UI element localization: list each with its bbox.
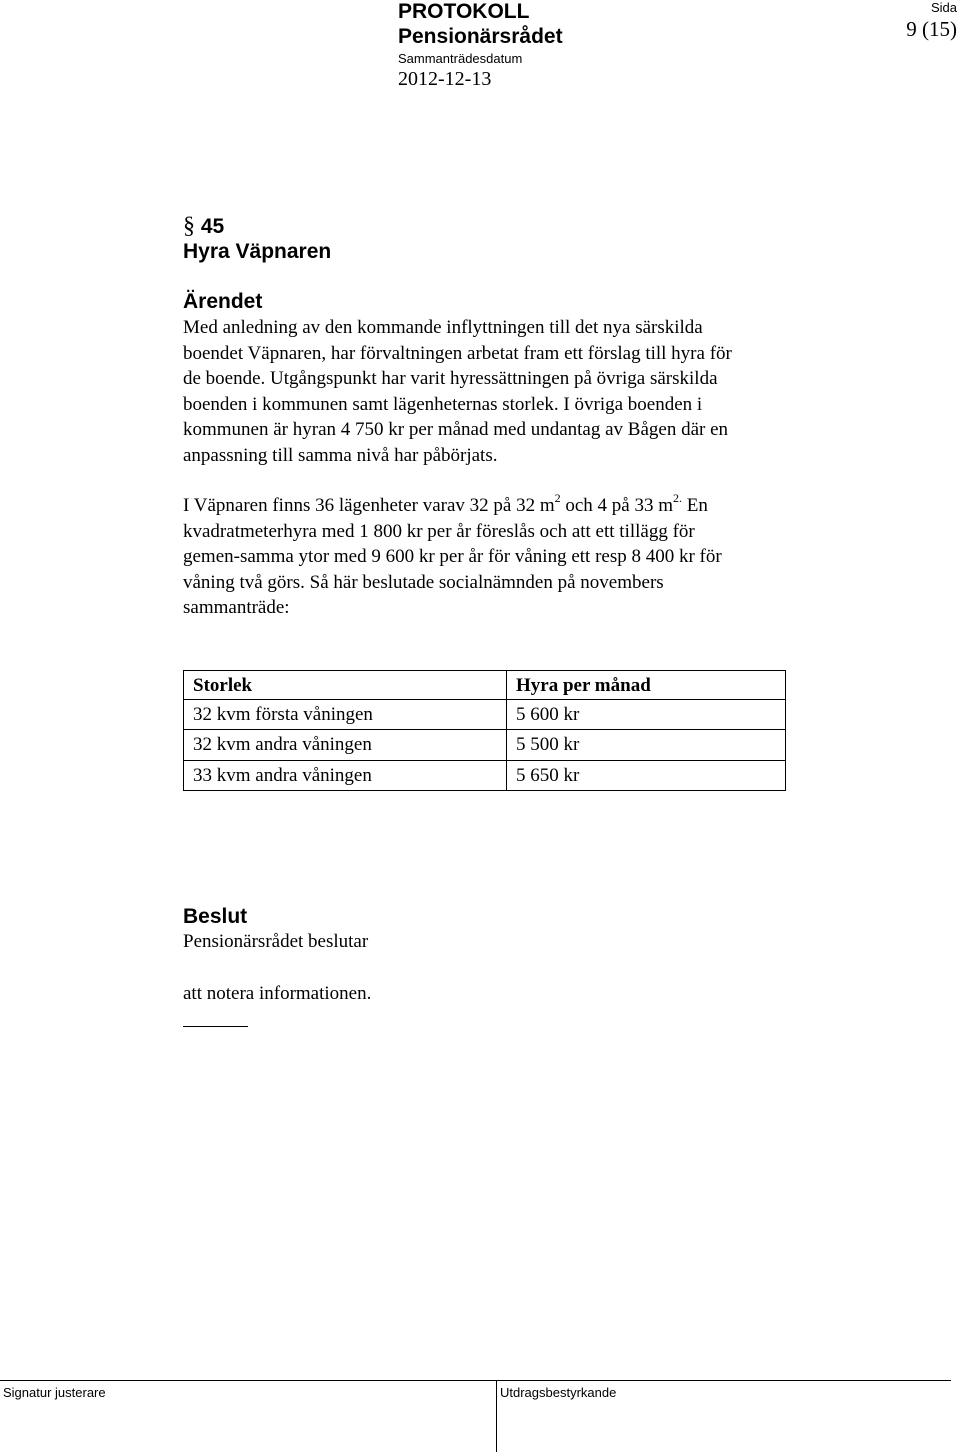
- text-line: boendet Väpnaren, har förvaltningen arbetat fram ett förslag till hyra för: [183, 342, 732, 364]
- table-row: [184, 730, 786, 761]
- size-cell: 32 kvm första våningen: [184, 699, 507, 730]
- text-fragment: och 4 på 33 m: [560, 495, 674, 516]
- page-label: Sida: [930, 0, 957, 15]
- footer-divider: [496, 1380, 497, 1452]
- text-line: Med anledning av den kommande inflyttningen till det nya särskilda: [183, 317, 703, 338]
- meeting-date-label: Sammanträdesdatum: [398, 51, 523, 66]
- table-row: [184, 699, 786, 730]
- rent-cell: 5 650 kr: [507, 760, 786, 791]
- text-line: boenden i kommunen samt lägenheternas storlek. I övriga boenden i: [183, 393, 703, 415]
- table-row: [184, 760, 786, 791]
- superscript: 2: [554, 490, 561, 505]
- committee-name: Pensionärsrådet: [398, 25, 563, 48]
- section-number-value: 45: [200, 215, 225, 238]
- beslut-text: Pensionärsrådet beslutar: [183, 931, 369, 952]
- text-line: kommunen är hyran 4 750 kr per månad med undantag av Bågen där en: [183, 419, 729, 441]
- section-title: Hyra Väpnaren: [183, 240, 332, 263]
- text-line: gemen-samma ytor med 9 600 kr per år för våning ett resp 8 400 kr för: [183, 546, 722, 568]
- beslut-decision: att notera informationen.: [183, 983, 372, 1004]
- section-number: [183, 213, 224, 240]
- arende-heading: Ärendet: [183, 290, 263, 313]
- column-header-rent: Hyra per månad: [507, 671, 786, 700]
- footer-rule: [0, 1380, 951, 1381]
- arende-paragraph-1: [183, 315, 843, 469]
- column-header-size: Storlek: [184, 671, 507, 700]
- text-line: kvadratmeterhyra med 1 800 kr per år föreslås och att ett tillägg för: [183, 520, 695, 542]
- rent-cell: 5 600 kr: [507, 699, 786, 730]
- text-fragment: En: [682, 495, 708, 516]
- rent-cell: 5 500 kr: [507, 730, 786, 761]
- table-header-row: [184, 671, 786, 700]
- meeting-date: 2012-12-13: [398, 68, 492, 90]
- document-title: PROTOKOLL: [398, 0, 530, 23]
- text-line: anpassning till samma nivå har påbörjats.: [183, 444, 498, 466]
- apartment-count-text: I Väpnaren finns 36 lägenheter varav 32 på 32 m: [183, 495, 555, 516]
- text-line: de boende. Utgångspunkt har varit hyressättningen på övriga särskilda: [183, 368, 718, 390]
- page-number: 9 (15): [906, 17, 957, 41]
- paragraph-symbol: §: [183, 213, 195, 239]
- arende-paragraph-2: [183, 490, 843, 621]
- extract-certification-label: Utdragsbestyrkande: [500, 1385, 617, 1400]
- text-line: [183, 490, 843, 519]
- size-cell: 32 kvm andra våningen: [184, 730, 507, 761]
- end-rule: [183, 1026, 248, 1027]
- beslut-heading: Beslut: [183, 905, 248, 928]
- signature-label: Signatur justerare: [3, 1385, 106, 1400]
- superscript: 2.: [673, 490, 683, 505]
- text-line: våning två görs. Så här beslutade socialnämnden på novembers: [183, 571, 664, 593]
- size-cell: 33 kvm andra våningen: [184, 760, 507, 791]
- rent-table: [183, 670, 786, 791]
- text-line: sammanträde:: [183, 597, 290, 619]
